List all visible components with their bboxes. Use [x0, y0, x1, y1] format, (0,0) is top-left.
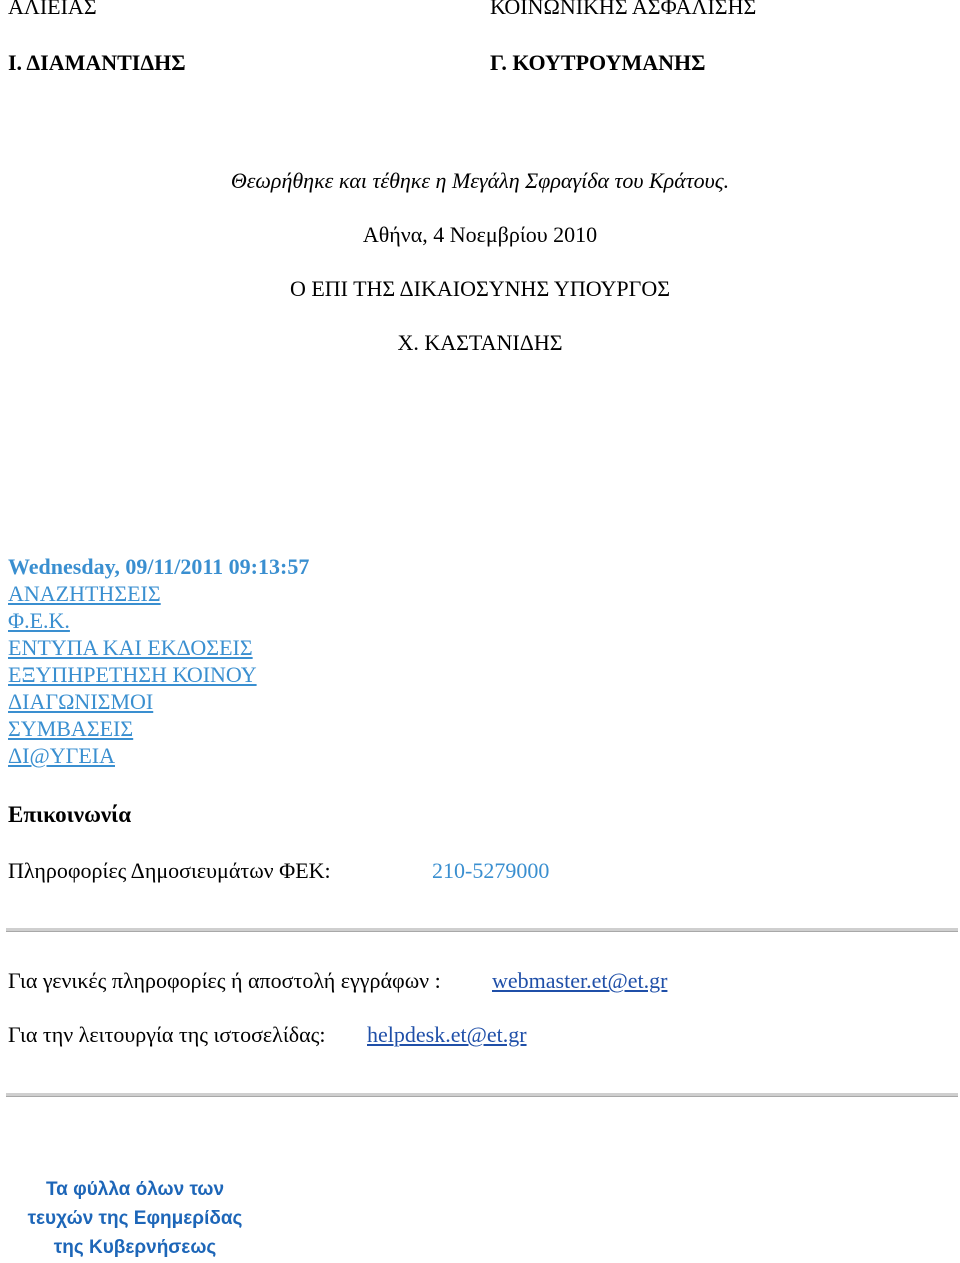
banner-line-3: της Κυβερνήσεως — [53, 1237, 217, 1258]
nav-link-searches[interactable]: ΑΝΑΖΗΤΗΣΕΙΣ — [8, 581, 161, 606]
banner-line-2: τευχών της Εφημερίδας — [27, 1208, 243, 1229]
general-info-label: Για γενικές πληροφορίες ή αποστολή εγγράφων : — [8, 968, 441, 993]
left-ministry: ΑΛΙΕΙΑΣ — [8, 0, 97, 19]
seal-statement: Θεωρήθηκε και τέθηκε η Μεγάλη Σφραγίδα του Κράτους. — [230, 168, 730, 193]
phone-label: Πληροφορίες Δημοσιευμάτων ΦΕΚ: — [8, 858, 331, 883]
right-ministry: ΚΟΙΝΩΝΙΚΗΣ ΑΣΦΑΛΙΣΗΣ — [490, 0, 757, 19]
nav-link-tenders[interactable]: ΔΙΑΓΩΝΙΣΜΟΙ — [8, 689, 154, 714]
page-timestamp: Wednesday, 09/11/2011 09:13:57 — [8, 554, 310, 579]
site-support-label: Για την λειτουργία της ιστοσελίδας: — [8, 1022, 326, 1047]
minister-title: Ο ΕΠΙ ΤΗΣ ΔΙΚΑΙΟΣΥΝΗΣ ΥΠΟΥΡΓΟΣ — [289, 276, 671, 301]
right-signatory-name: Γ. ΚΟΥΤΡΟΥΜΑΝΗΣ — [490, 50, 706, 75]
nav-link-forms-publications[interactable]: ΕΝΤΥΠΑ ΚΑΙ ΕΚΔΟΣΕΙΣ — [8, 635, 253, 660]
banner-line-1: Τα φύλλα όλων των — [45, 1179, 225, 1200]
nav-link-diavgeia[interactable]: ΔΙ@ΥΓΕΙΑ — [8, 743, 115, 768]
contact-heading: Επικοινωνία — [8, 802, 132, 827]
seal-date: Αθήνα, 4 Νοεμβρίου 2010 — [362, 222, 598, 247]
gazette-archive-banner[interactable] — [10, 1175, 260, 1262]
phone-number[interactable]: 210-5279000 — [432, 858, 550, 883]
webmaster-email-link[interactable]: webmaster.et@et.gr — [492, 968, 668, 993]
nav-link-fek[interactable]: Φ.Ε.Κ. — [8, 608, 70, 633]
left-signatory-name: Ι. ΔΙΑΜΑΝΤΙΔΗΣ — [8, 50, 186, 75]
minister-name: Χ. ΚΑΣΤΑΝΙΔΗΣ — [397, 330, 563, 355]
nav-link-contracts[interactable]: ΣΥΜΒΑΣΕΙΣ — [8, 716, 134, 741]
divider-top — [6, 928, 958, 932]
nav-link-public-service[interactable]: ΕΞΥΠΗΡΕΤΗΣΗ ΚΟΙΝΟΥ — [8, 662, 257, 687]
helpdesk-email-link[interactable]: helpdesk.et@et.gr — [367, 1022, 527, 1047]
divider-bottom — [6, 1093, 958, 1097]
